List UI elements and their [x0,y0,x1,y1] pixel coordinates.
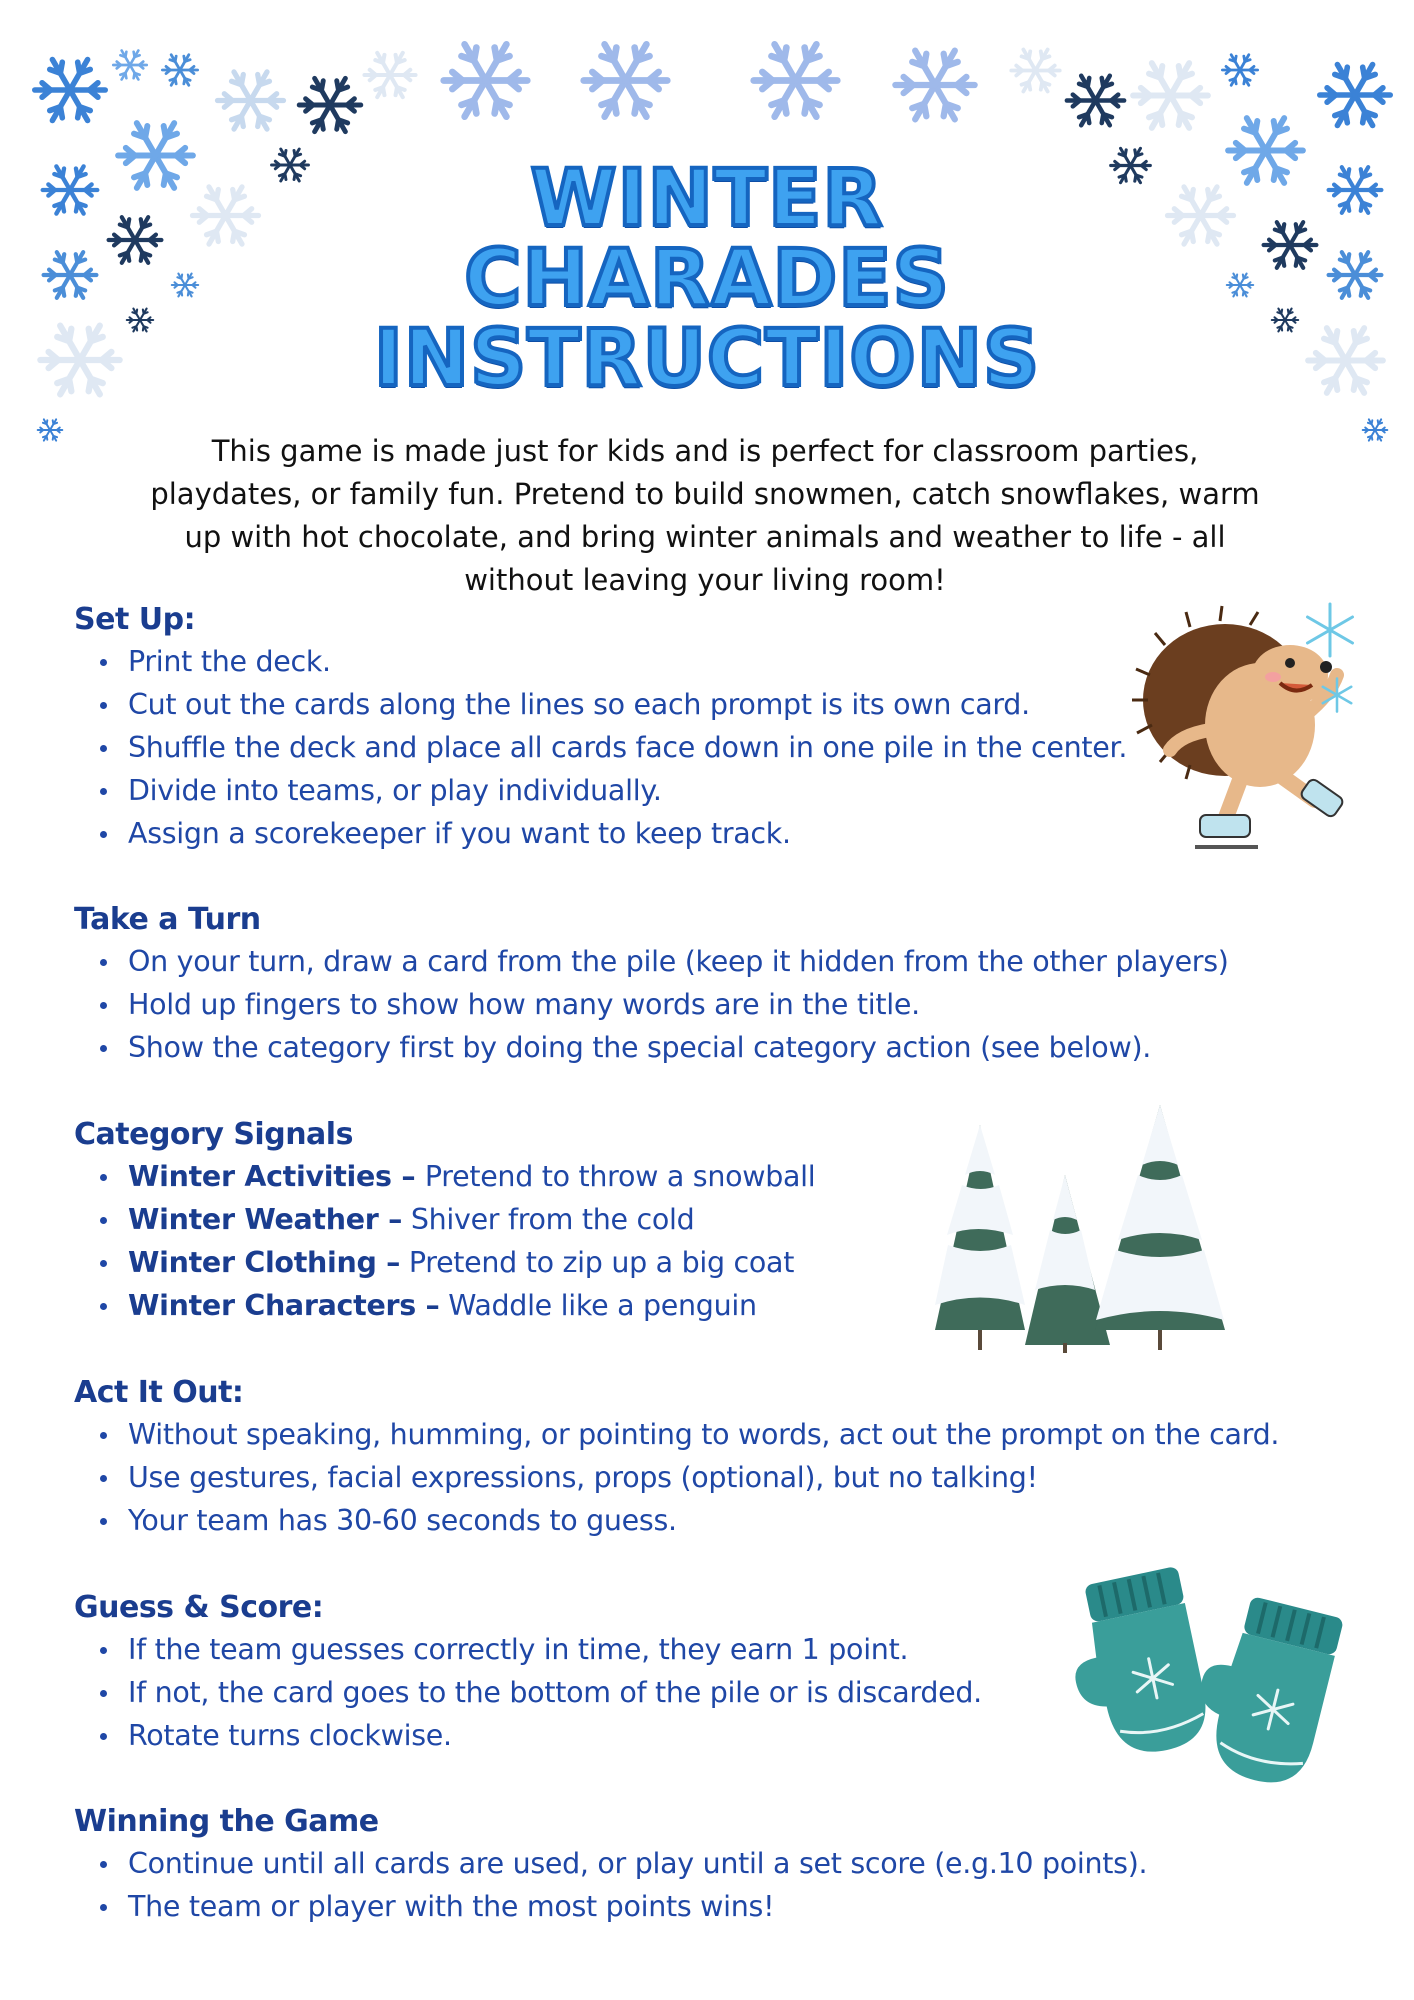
snowflake-icon [1361,416,1389,444]
mittens-icon [1065,1560,1355,1814]
section-heading: Set Up: [74,602,196,637]
snowflake-icon [578,33,673,128]
list-item: Rotate turns clockwise. [74,1714,1324,1757]
snowflake-icon [1318,676,1356,714]
list-item: Divide into teams, or play individually. [74,769,1324,812]
list-item: If the team guesses correctly in time, they earn 1 point. [74,1628,1324,1671]
category-label: Winter Activities – [128,1160,425,1193]
section-take-a-turn [74,900,1324,1069]
list-item: Assign a scorekeeper if you want to keep track. [74,812,1324,855]
category-action: Waddle like a penguin [439,1289,757,1322]
list-item: Cut out the cards along the lines so each prompt is its own card. [74,683,1324,726]
category-action: Shiver from the cold [402,1203,695,1236]
list-item: Continue until all cards are used, or play until a set score (e.g.10 points). [74,1842,1324,1885]
snowflake-icon [1128,53,1213,138]
title-line-2: CHARADES [464,234,950,324]
list-item: Shuffle the deck and place all cards face down in one pile in the center. [74,726,1324,769]
category-action: Pretend to zip up a big coat [400,1246,795,1279]
list-item: On your turn, draw a card from the pile (keep it hidden from the other players) [74,940,1324,983]
list-item: Use gestures, facial expressions, props (optional), but no talking! [74,1456,1324,1499]
section-heading: Winning the Game [74,1804,379,1839]
category-label: Winter Clothing – [128,1246,401,1279]
snowflake-icon [295,70,365,140]
snowflake-icon [30,50,110,130]
section-heading: Guess & Score: [74,1590,324,1625]
list-item: Without speaking, humming, or pointing to words, act out the prompt on the card. [74,1413,1324,1456]
snowflake-icon [748,33,843,128]
category-label: Winter Characters – [128,1289,440,1322]
snowflake-icon [1008,43,1063,98]
section-act-it-out [74,1373,1324,1542]
section-heading: Category Signals [74,1117,353,1152]
snowflake-icon [1300,600,1360,660]
category-action: Pretend to throw a snowball [424,1160,816,1193]
list-item: Hold up fingers to show how many words are in the title. [74,983,1324,1026]
snowflake-icon [1220,50,1260,90]
title-line-1: WINTER [530,154,884,244]
list-item: Your team has 30-60 seconds to guess. [74,1499,1324,1542]
section-heading: Act It Out: [74,1375,244,1410]
section-heading: Take a Turn [74,902,261,937]
snowflake-icon [1063,68,1128,133]
snowflake-icon [213,63,288,138]
snowflake-icon [160,50,200,90]
category-label: Winter Weather – [128,1203,403,1236]
intro-paragraph: This game is made just for kids and is perfect for classroom parties, playdates, or family fun. Pretend to build snowmen, catch snowflakes, warm up with hot chocolate, and bring winter animals and weather to life - all without leaving your living room! [150,434,1260,597]
snowflake-icon [1315,55,1395,135]
list-item: If not, the card goes to the bottom of the pile or is discarded. [74,1671,1324,1714]
list-item: The team or player with the most points wins! [74,1885,1324,1928]
list-item: Show the category first by doing the special category action (see below). [74,1026,1324,1069]
snowflake-icon [111,46,149,84]
snowy-pine-trees-icon [920,1105,1240,1359]
snowflake-icon [438,33,533,128]
section-winning-the-game [74,1802,1324,1928]
title-line-3: INSTRUCTIONS [373,314,1041,404]
list-item: Print the deck. [74,640,1324,683]
snowflake-icon [361,46,419,104]
snowflake-icon [36,416,64,444]
snowflake-icon [890,40,980,130]
